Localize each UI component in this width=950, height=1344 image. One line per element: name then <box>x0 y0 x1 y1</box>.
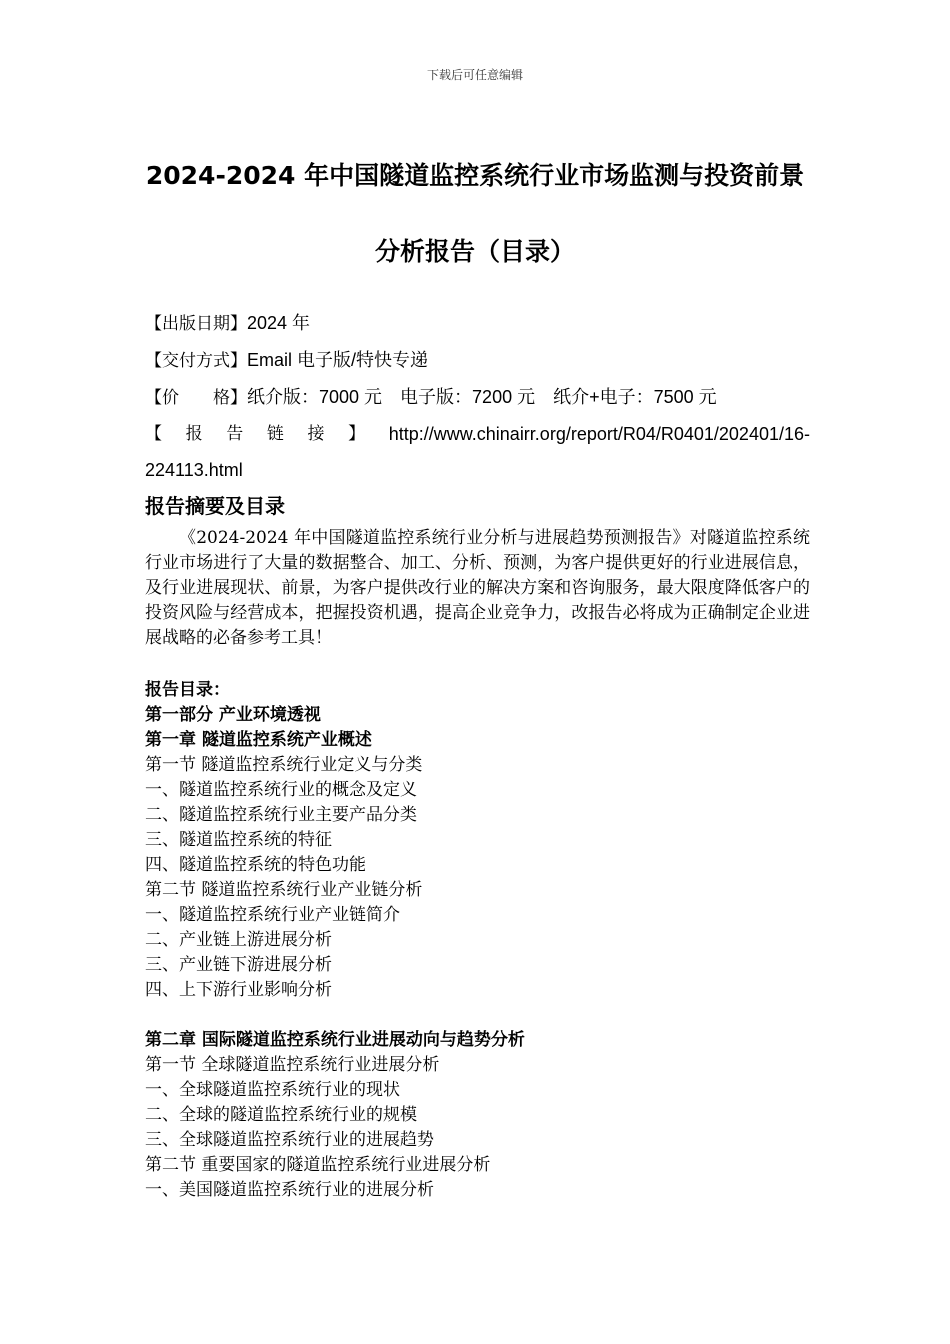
link-label-char: 链 <box>266 424 284 444</box>
table-of-contents <box>145 678 810 1203</box>
report-title-line2: 分析报告（目录） <box>374 237 575 266</box>
delivery-value: Email 电子版/特快专递 <box>247 350 429 370</box>
toc-item: 第一节 全球隧道监控系统行业进展分析 <box>145 1055 440 1075</box>
toc-item: 一、隧道监控系统行业的概念及定义 <box>145 780 417 800</box>
toc-item: 四、隧道监控系统的特色功能 <box>145 855 366 875</box>
delivery-label: 【交付方式】 <box>145 351 247 371</box>
link-label-char: 【 <box>145 424 162 444</box>
toc-item: 三、全球隧道监控系统行业的进展趋势 <box>145 1130 434 1150</box>
report-meta <box>145 305 810 488</box>
header-note: 下载后可任意编辑 <box>426 68 523 82</box>
delivery-row <box>145 342 810 379</box>
price-label: 【价 格】 <box>145 388 247 408</box>
toc-item: 第二节 隧道监控系统行业产业链分析 <box>145 880 423 900</box>
publish-date-value: 2024 年 <box>247 313 311 333</box>
toc-item: 三、隧道监控系统的特征 <box>145 830 332 850</box>
summary-heading: 报告摘要及目录 <box>145 494 285 518</box>
report-link-url-part1[interactable]: http://www.chinairr.org/report/R04/R0401/202401/16- <box>388 424 810 444</box>
price-row <box>145 379 810 416</box>
toc-item: 二、产业链上游进展分析 <box>145 930 332 950</box>
toc-item: 三、产业链下游进展分析 <box>145 955 332 975</box>
toc-part-heading: 第一部分 产业环境透视 <box>145 705 321 725</box>
publish-date-label: 【出版日期】 <box>145 314 247 334</box>
toc-item: 第二节 重要国家的隧道监控系统行业进展分析 <box>145 1155 491 1175</box>
link-label-char: 告 <box>226 424 244 444</box>
toc-item: 一、美国隧道监控系统行业的进展分析 <box>145 1180 434 1200</box>
report-title-line1: 2024-2024 年中国隧道监控系统行业市场监测与投资前景 <box>145 161 805 190</box>
toc-item: 二、隧道监控系统行业主要产品分类 <box>145 805 417 825</box>
link-label-char: 报 <box>185 424 203 444</box>
toc-item: 第一节 隧道监控系统行业定义与分类 <box>145 755 423 775</box>
toc-label: 报告目录： <box>145 680 230 700</box>
toc-chapter-heading: 第二章 国际隧道监控系统行业进展动向与趋势分析 <box>145 1030 525 1050</box>
summary-paragraph: 《2024-2024 年中国隧道监控系统行业分析与进展趋势预测报告》对隧道监控系统行业市场进行了大量的数据整合、加工、分析、预测，为客户提供更好的行业进展信息，及行业进展现状、前景，为客户提供改行业的解决方案和咨询服务，最大限度降低客户的投资风险与经营成本，把握投资机遇，提高企业竞争力，改报告必将成为正确制定企业进展战略的必备参考工具！ <box>145 528 810 648</box>
toc-item: 一、隧道监控系统行业产业链简介 <box>145 905 400 925</box>
publish-date-row <box>145 305 810 342</box>
report-link-row <box>145 416 810 452</box>
link-label-char: 接 <box>307 424 325 444</box>
toc-item: 四、上下游行业影响分析 <box>145 980 332 1000</box>
price-value: 纸介版：7000 元 电子版：7200 元 纸介+电子：7500 元 <box>247 387 717 407</box>
toc-item: 二、全球的隧道监控系统行业的规模 <box>145 1105 417 1125</box>
toc-chapter-heading: 第一章 隧道监控系统产业概述 <box>145 730 372 750</box>
toc-item: 一、全球隧道监控系统行业的现状 <box>145 1080 400 1100</box>
report-link-url-part2[interactable]: 224113.html <box>145 460 243 480</box>
link-label-char: 】 <box>348 424 366 444</box>
